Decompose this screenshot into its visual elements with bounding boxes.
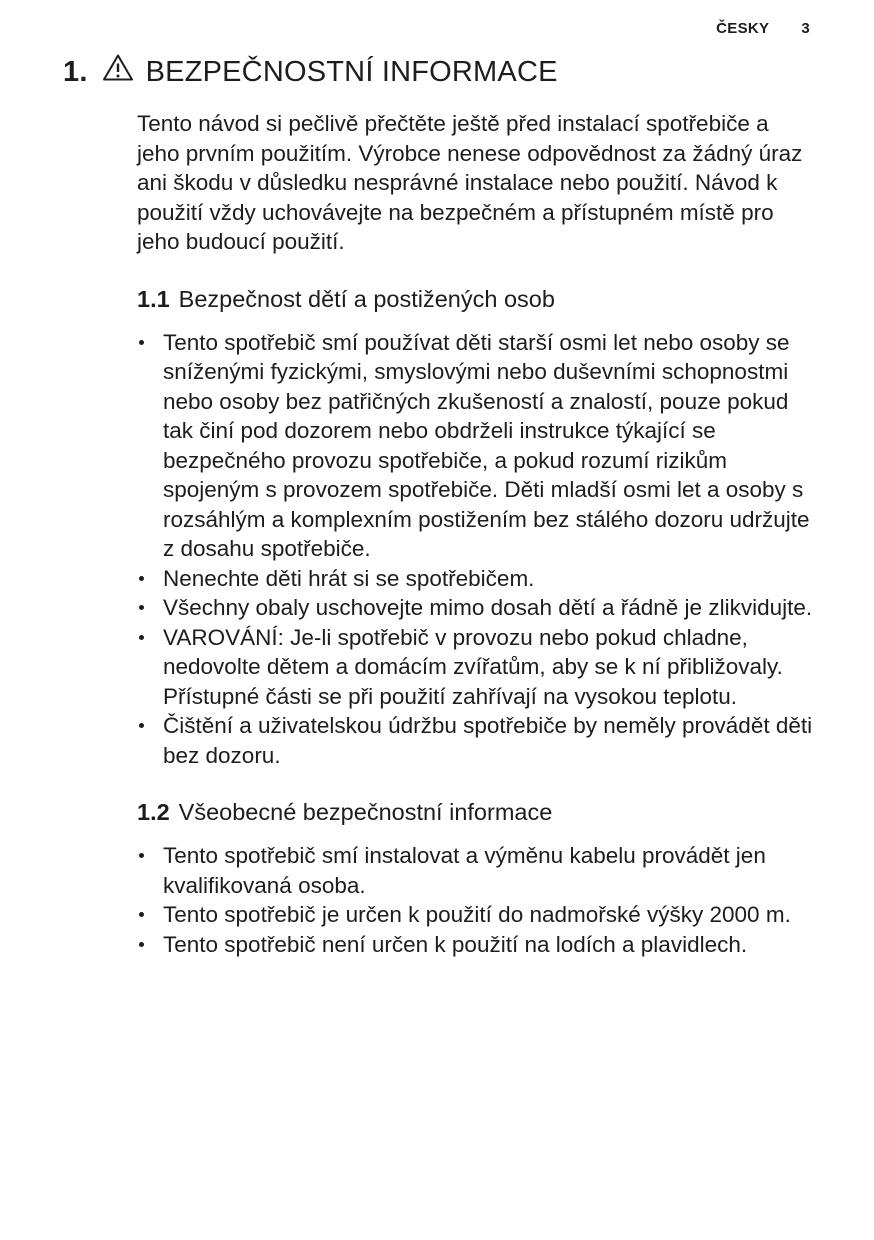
section-title-text: Všeobecné bezpečnostní informace [178,799,553,826]
chapter-title-text: BEZPEČNOSTNÍ INFORMACE [145,55,558,88]
list-item-text: Tento spotřebič je určen k použití do nadmořské výšky 2000 m. [163,902,791,928]
intro-paragraph: Tento návod si pečlivě přečtěte ještě před instalací spotřebiče a jeho prvním použitím. Výrobce nenese odpovědnost za žádný úraz ani škodu v důsledku nesprávné instalace nebo použití. Návod k použití vždy uchovávejte na bezpečném a přístupném místě pro jeho budoucí použití. [137,111,803,255]
section-number: 1.2 [137,799,170,826]
list-item [137,328,816,564]
page-number: 3 [801,20,810,37]
list-item [137,593,816,623]
chapter-number: 1. [63,55,88,88]
list-item [137,900,816,930]
warning-triangle-icon [102,53,134,90]
list-item [137,564,816,594]
section-title-text: Bezpečnost dětí a postižených osob [178,285,555,312]
bullet-dot [139,853,144,858]
bullet-dot [139,605,144,610]
list-item-text: VAROVÁNÍ: Je-li spotřebič v provozu nebo pokud chladne, nedovolte dětem a domácím zvířatům, aby se k ní přibližovaly. Přístupné části se při použití zahřívají na vysokou teplotu. [163,624,783,709]
page-content [63,53,818,959]
section-heading-1-2 [137,798,816,826]
list-item-text: Tento spotřebič smí používat děti starší osmi let nebo osoby se sníženými fyzickými, smyslovými nebo duševními schopnostmi nebo osoby bez patřičných zkušeností a znalostí, pouze pokud tak činí pod dozorem nebo obdrželi instrukce týkající se bezpečného provozu spotřebiče, a pokud rozumí rizikům spojeným s provozem spotřebiče. Děti mladší osmi let a osoby s rozsáhlým a komplexním postižením bez stálého dozoru udržujte z dosahu spotřebiče. [163,329,810,562]
list-item-text: Tento spotřebič není určen k použití na lodích a plavidlech. [163,931,748,957]
bullet-list-1-2 [137,841,816,959]
section-number: 1.1 [137,285,170,312]
list-item [137,623,816,712]
page-header [0,0,874,37]
list-item [137,930,816,960]
bullet-dot [139,576,144,581]
language-label: ČESKY [716,20,770,37]
list-item-text: Čištění a uživatelskou údržbu spotřebiče by neměly provádět děti bez dozoru. [163,713,813,768]
list-item-text: Nenechte děti hrát si se spotřebičem. [163,565,535,591]
chapter-title [63,53,818,90]
list-item [137,711,816,770]
bullet-list-1-1 [137,328,816,771]
bullet-dot [139,340,144,345]
bullet-dot [139,942,144,947]
section-heading-1-1 [137,285,816,313]
list-item [137,841,816,900]
bullet-dot [139,635,144,640]
list-item-text: Všechny obaly uschovejte mimo dosah dětí a řádně je zlikvidujte. [163,595,813,621]
bullet-dot [139,912,144,917]
list-item-text: Tento spotřebič smí instalovat a výměnu kabelu provádět jen kvalifikovaná osoba. [163,843,766,898]
bullet-dot [139,723,144,728]
body-column [137,109,816,959]
